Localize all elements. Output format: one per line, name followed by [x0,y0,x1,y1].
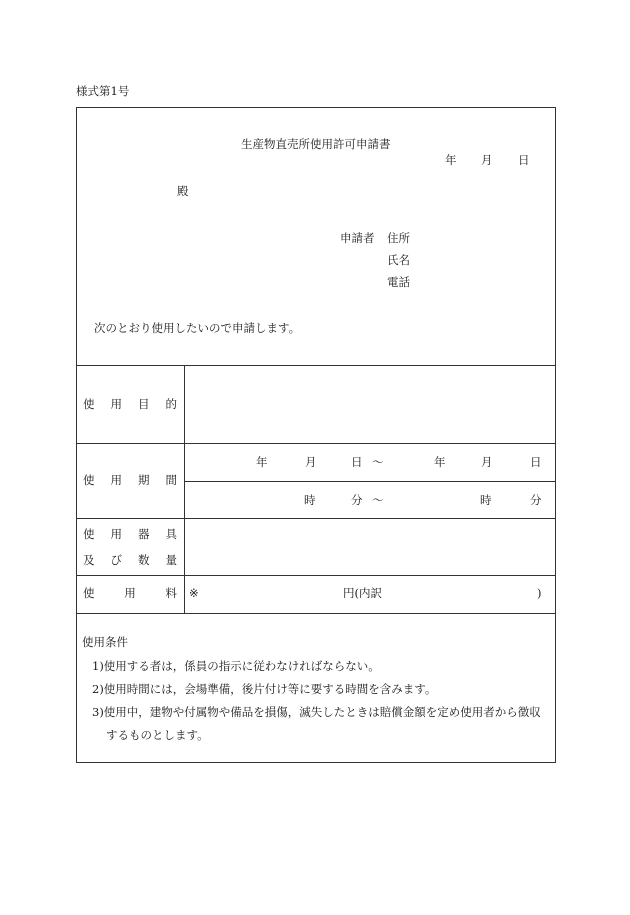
date-month: 月 [481,153,493,167]
period-end-hour: 時 [480,493,492,507]
period-end-day: 日 [530,455,542,469]
period-end-minute: 分 [530,493,542,507]
divider-line [184,365,185,613]
request-text: 次のとおり使用したいので申請します。 [94,321,301,335]
date-year: 年 [445,153,457,167]
form-title: 生産物直売所使用許可申請書 [241,137,391,151]
fee-label: 使 用 料 [83,586,177,600]
fee-mark: ※ [189,586,199,600]
conditions-title: 使用条件 [82,635,128,649]
condition-item-3: 3)使用中，建物や付属物や備品を損傷，滅失したときは賠償金額を定め使用者から徴収 [92,705,541,719]
period-end-year: 年 [434,455,446,469]
period-start-year: 年 [256,455,268,469]
applicant-phone-label: 電話 [387,275,410,289]
divider-line [77,518,555,519]
applicant-label: 申請者 [340,231,375,245]
condition-item-1: 1)使用する者は，係員の指示に従わなければならない。 [92,659,380,673]
condition-item-3-continued: するものとします。 [106,728,209,742]
applicant-address-label: 住所 [387,231,410,245]
application-form [76,107,556,763]
period-start-day: 日 [351,455,363,469]
divider-line [77,365,555,366]
fee-close-paren: ) [537,586,542,600]
period-start-month: 月 [305,455,317,469]
divider-line [77,613,555,614]
period-time-wave: ～ [372,493,384,507]
period-label: 使 用 期 間 [83,473,177,487]
period-date-wave: ～ [372,455,384,469]
applicant-name-label: 氏名 [387,253,410,267]
date-day: 日 [518,153,530,167]
form-number: 様式第1号 [76,84,130,98]
purpose-label: 使 用 目 的 [83,397,177,411]
divider-line [77,443,555,444]
period-start-minute: 分 [351,493,363,507]
divider-line [184,481,555,482]
period-end-month: 月 [481,455,493,469]
equipment-label-line1: 使 用 器 具 [83,527,177,541]
equipment-label-line2: 及 び 数 量 [83,553,177,567]
period-start-hour: 時 [304,493,316,507]
addressee-suffix: 殿 [177,184,189,198]
condition-item-2: 2)使用時間には，会場準備，後片付け等に要する時間を含みます。 [92,682,437,696]
fee-yen-breakdown: 円(内訳 [343,586,382,600]
divider-line [77,575,555,576]
